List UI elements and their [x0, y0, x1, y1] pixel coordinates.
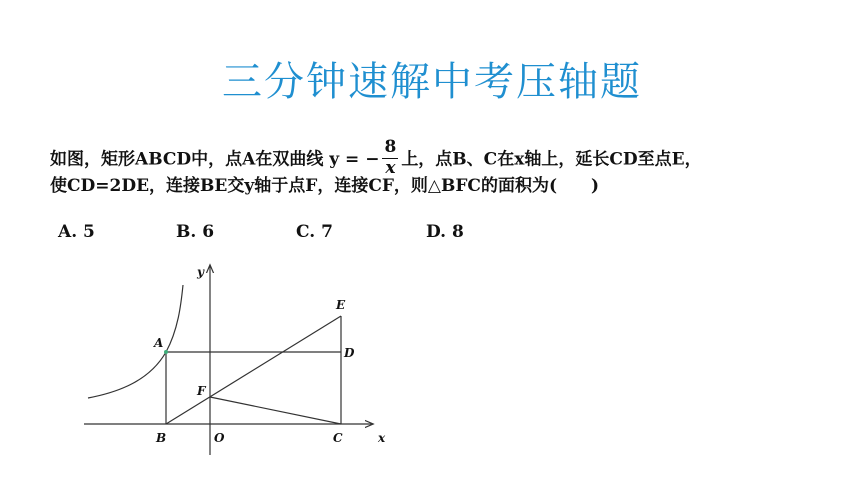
choice-c-value: 7	[321, 222, 333, 242]
choice-a-label: A.	[58, 222, 78, 242]
segment-cf	[210, 397, 341, 424]
choice-d-label: D.	[426, 222, 447, 242]
label-f: F	[197, 384, 206, 398]
label-origin: O	[214, 431, 225, 445]
label-a: A	[154, 336, 164, 350]
choice-c-label: C.	[296, 222, 316, 242]
label-b: B	[156, 431, 167, 445]
label-d: D	[344, 346, 355, 360]
fraction-numerator: 8	[384, 137, 397, 157]
point-a-marker	[164, 350, 168, 354]
hyperbola-curve	[88, 285, 183, 398]
label-y-axis: y	[197, 265, 204, 279]
label-x-axis: x	[378, 431, 386, 445]
label-e: E	[336, 298, 346, 312]
video-title: 三分钟速解中考压轴题	[222, 59, 642, 105]
choice-b-value: 6	[202, 222, 215, 242]
choice-b-label: B.	[176, 222, 197, 242]
label-c: C	[333, 431, 343, 445]
choice-a-value: 5	[83, 222, 95, 242]
fraction-denominator: x	[385, 157, 396, 178]
segment-be	[166, 316, 341, 424]
problem-text-suffix: 上，点B、C在x轴上，延长CD至点E，	[401, 149, 702, 170]
problem-line-2: 使CD=2DE，连接BE交y轴于点F，连接CF，则△BFC的面积为( )	[50, 176, 600, 196]
problem-text-prefix: 如图，矩形ABCD中，点A在双曲线 y = −	[50, 149, 380, 170]
choice-d-value: 8	[451, 222, 464, 242]
